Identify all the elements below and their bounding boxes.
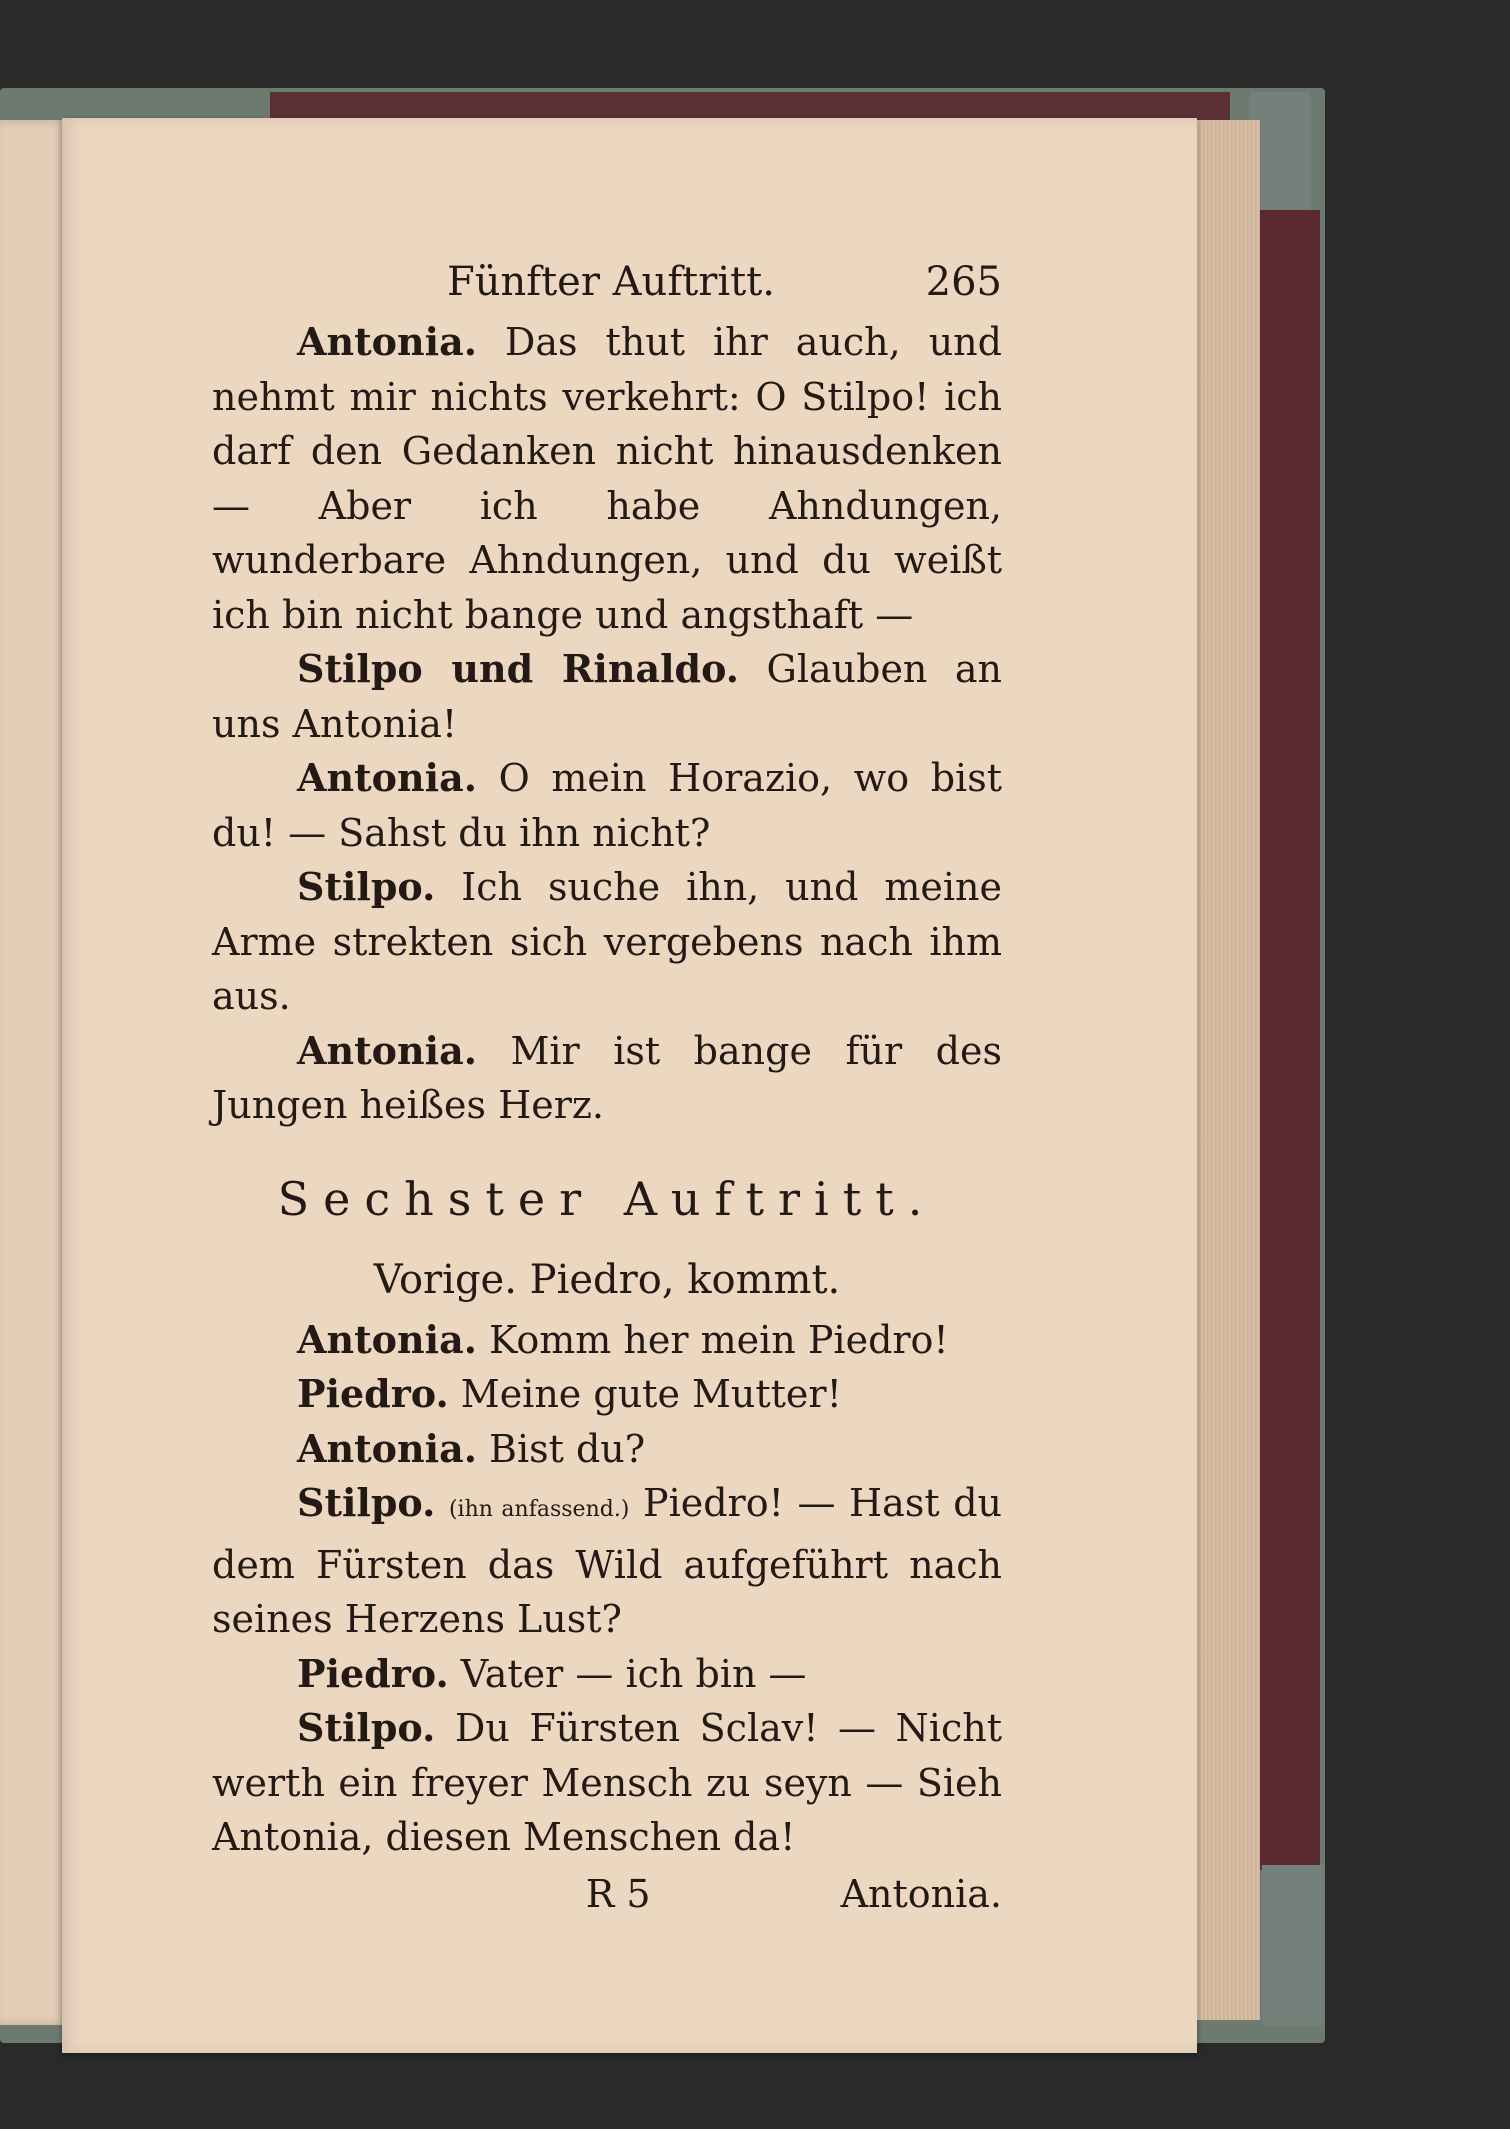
dialogue-text: Ich suche ihn, und meine Arme strekten sich vergebens nach ihm aus. — [212, 865, 1002, 1018]
stage-direction: (ihn anfassend.) — [448, 1497, 630, 1522]
dialogue-paragraph — [212, 315, 1002, 642]
dialogue-paragraph — [212, 860, 1002, 1024]
speaker-name: Stilpo. — [297, 1480, 436, 1525]
dialogue-text: Piedro! — Hast du dem Fürsten das Wild aufgeführt nach seines Herzens Lust? — [212, 1481, 1002, 1641]
speaker-name: Antonia. — [297, 1316, 477, 1362]
speaker-name: Antonia. — [297, 319, 477, 364]
dialogue-text: Glauben an uns Antonia! — [212, 647, 1002, 746]
dialogue-text: Meine gute Mutter! — [460, 1372, 842, 1416]
speaker-name: Piedro. — [297, 1650, 449, 1696]
dialogue-paragraph — [212, 1422, 1002, 1477]
dialogue-paragraph — [212, 1701, 1002, 1865]
running-header — [212, 255, 1002, 315]
speaker-name: Stilpo und Rinaldo. — [297, 646, 740, 691]
dialogue-text: O mein Horazio, wo bist du! — Sahst du ihn nicht? — [212, 756, 1002, 855]
dialogue-paragraph — [212, 1476, 1002, 1647]
dialogue-text: Komm her mein Piedro! — [489, 1317, 949, 1362]
dialogue-text: Das thut ihr auch, und nehmt mir nichts verkehrt: O Stilpo! ich darf den Gedanken nicht hinausdenken — Aber ich habe Ahndungen, wunderbare Ahndungen, und du weißt ich bin nicht bange und angsthaft — — [212, 320, 1002, 637]
dialogue-text: Du Fürsten Sclav! — Nicht werth ein freyer Mensch zu seyn — Sieh Antonia, diesen Menschen da! — [212, 1706, 1002, 1859]
page-number: 265 — [925, 259, 1002, 305]
dialogue-paragraph — [212, 1367, 1002, 1422]
speaker-name: Antonia. — [297, 1027, 477, 1073]
running-title: Fünfter Auftritt. — [447, 259, 775, 305]
signature-mark: R 5 — [585, 1871, 651, 1916]
speaker-name: Piedro. — [297, 1371, 449, 1416]
dialogue-paragraph — [212, 642, 1002, 751]
scene-heading: Sechster Auftritt. — [277, 1171, 937, 1226]
dialogue-paragraph — [212, 1313, 1002, 1368]
speaker-name: Antonia. — [297, 755, 477, 800]
speaker-name: Antonia. — [297, 1425, 477, 1471]
dialogue-paragraph — [212, 751, 1002, 860]
cover-cloth-bottom — [1262, 1865, 1324, 2025]
dialogue-text: Mir ist bange für des Jungen heißes Herz. — [212, 1028, 1002, 1127]
page-footer — [212, 1867, 1002, 1922]
speaker-name: Stilpo. — [297, 1705, 436, 1750]
catchword: Antonia. — [840, 1871, 1002, 1916]
dialogue-paragraph — [212, 1024, 1002, 1133]
dialogue-text: Bist du? — [489, 1426, 646, 1471]
page-text-block — [212, 255, 1002, 1921]
scene-persons: Vorige. Piedro, kommt. — [373, 1256, 841, 1303]
dialogue-text: Vater — ich bin — — [460, 1651, 807, 1696]
dialogue-paragraph — [212, 1647, 1002, 1702]
speaker-name: Stilpo. — [297, 864, 436, 909]
left-page-edge — [0, 120, 68, 2025]
